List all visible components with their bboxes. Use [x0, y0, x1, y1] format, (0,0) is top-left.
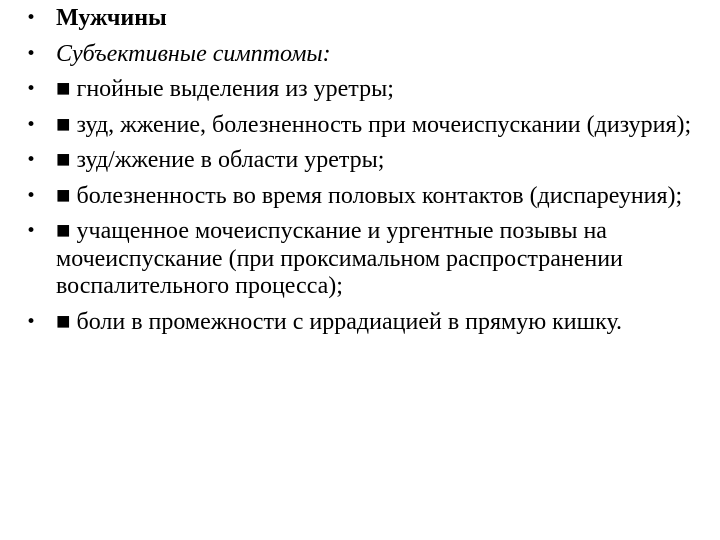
symptom-text: ■ учащенное мочеиспускание и ургентные позывы на мочеиспускание (при проксимальном распространении воспалительного процесса);	[56, 218, 623, 299]
symptom-text: ■ зуд, жжение, болезненность при мочеиспускании (дизурия);	[56, 111, 692, 138]
list-item	[26, 218, 706, 301]
list-item	[26, 41, 706, 69]
subheading-subjective-symptoms: Субъективные симптомы:	[56, 40, 331, 67]
symptom-text: ■ болезненность во время половых контактов (диспареуния);	[56, 182, 683, 209]
bullet-icon: •	[26, 114, 37, 135]
bullet-icon: •	[26, 43, 37, 64]
bullet-icon: •	[26, 221, 37, 241]
bullet-list	[26, 5, 706, 344]
bullet-icon: •	[26, 79, 37, 99]
heading-men: Мужчины	[56, 5, 167, 31]
list-item	[26, 183, 706, 211]
bullet-icon: •	[26, 185, 37, 206]
list-item	[26, 112, 706, 140]
list-item	[26, 5, 706, 33]
symptom-text: ■ зуд/жжение в области уретры;	[56, 147, 385, 173]
list-item	[26, 147, 706, 175]
symptom-text: ■ гнойные выделения из уретры;	[56, 76, 394, 102]
bullet-icon: •	[26, 150, 37, 170]
symptom-text: ■ боли в промежности с иррадиацией в прямую кишку.	[56, 308, 623, 335]
bullet-icon: •	[26, 311, 37, 332]
list-item	[26, 76, 706, 104]
bullet-icon: •	[26, 8, 37, 28]
list-item	[26, 309, 706, 337]
